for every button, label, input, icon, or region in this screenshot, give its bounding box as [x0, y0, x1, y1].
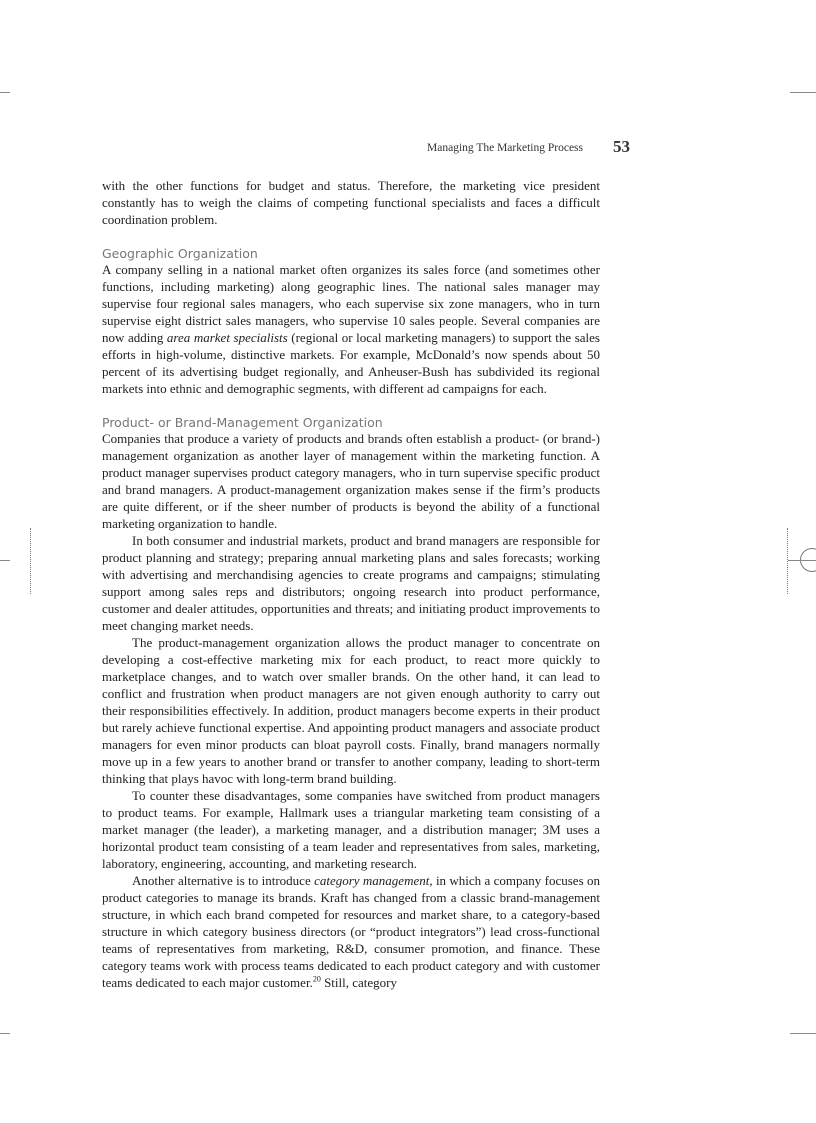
section-heading-product-brand: Product- or Brand-Management Organization	[102, 415, 383, 430]
geographic-text-b: (regional or local marketing managers) to support the sales efforts in high-volume, distinctive markets. For example, McDonald’s now spends about 50 percent of its advertising budget regionally, and Anheuser-Bush has subdivided its regional markets into ethnic and demographic segments, with different ad campaigns for each.	[102, 330, 600, 396]
category-text-c: Still, category	[320, 975, 397, 990]
running-title: Managing The Marketing Process	[427, 142, 583, 154]
registration-line-left	[30, 528, 31, 594]
section-heading-geographic: Geographic Organization	[102, 246, 258, 261]
product-brand-paragraph-1: Companies that produce a variety of products and brands often establish a product- (or brand-) management organization as another layer of management within the marketing function. A product manager supervises product category managers, who in turn supervise specific product and brand managers. A product-management organization makes sense if the firm’s products are quite different, or if the sheer number of products is beyond the ability of a functional marketing organization to handle.	[102, 431, 600, 531]
product-brand-paragraph-3: The product-management organization allows the product manager to concentrate on developing a cost-effective marketing mix for each product, to react more quickly to marketplace changes, and to watch over smaller brands. On the other hand, it can lead to conflict and frustration when product managers are not given enough authority to carry out their responsibilities effectively. In addition, product managers become experts in their product but rarely achieve functional expertise. And appointing product managers and associate product managers for even minor products can bloat payroll costs. Finally, brand managers normally move up in a few years to another brand or transfer to another company, leading to short-term thinking that plays havoc with long-term brand building.	[102, 635, 600, 786]
page-number: 53	[613, 137, 630, 156]
category-text-b: in which a company focuses on product categories to manage its brands. Kraft has changed from a classic brand-management structure, in which each brand competed for resources and market share, to a category-based structure in which category business directors (or “product integrators”) lead cross-functional teams of representatives from marketing, R&D, consumer promotion, and finance. These category teams work with process teams dedicated to each product category and with customer teams dedicated to each major customer.	[102, 873, 600, 990]
geographic-text-a: A company selling in a national market often organizes its sales force (and sometimes other functions, including marketing) along geographic lines. The national sales manager may supervise four regional sales managers, who each supervise six zone managers, who in turn supervise eight district sales managers, who supervise 10 sales people. Several companies are now adding	[102, 262, 600, 345]
page-body	[102, 177, 600, 991]
footnote-marker: 20	[312, 974, 321, 984]
crop-mark-top-right	[790, 92, 816, 93]
geographic-paragraph	[102, 261, 600, 397]
category-text-a: Another alternative is to introduce	[132, 873, 315, 888]
crop-mark-mid-left	[0, 560, 10, 561]
crop-mark-bottom-left	[0, 1033, 10, 1034]
product-brand-paragraph-5	[102, 872, 600, 991]
product-brand-paragraph-4: To counter these disadvantages, some companies have switched from product managers to product teams. For example, Hallmark uses a triangular marketing team consisting of a market manager (the leader), a marketing manager, and a distribution manager; 3M uses a horizontal product team consisting of a team leader and representatives from sales, marketing, laboratory, engineering, accounting, and marketing research.	[102, 788, 600, 871]
intro-paragraph: with the other functions for budget and status. Therefore, the marketing vice president constantly has to weigh the claims of competing functional specialists and faces a difficult coordination problem.	[102, 178, 600, 227]
running-head	[102, 137, 630, 158]
crop-mark-bottom-right	[790, 1033, 816, 1034]
product-brand-paragraph-2: In both consumer and industrial markets, product and brand managers are responsible for product planning and strategy; preparing annual marketing plans and sales forecasts; working with advertising and merchandising agencies to create programs and campaigns; stimulating support among sales reps and distributors; ongoing research into product performance, customer and dealer attitudes, opportunities and threats; and initiating product improvements to meet changing market needs.	[102, 533, 600, 633]
term-category-management: category management,	[314, 873, 433, 888]
registration-target-line	[788, 560, 816, 561]
registration-line-right	[787, 528, 788, 594]
term-area-market-specialists: area market specialists	[166, 330, 288, 345]
crop-mark-top-left	[0, 92, 10, 93]
